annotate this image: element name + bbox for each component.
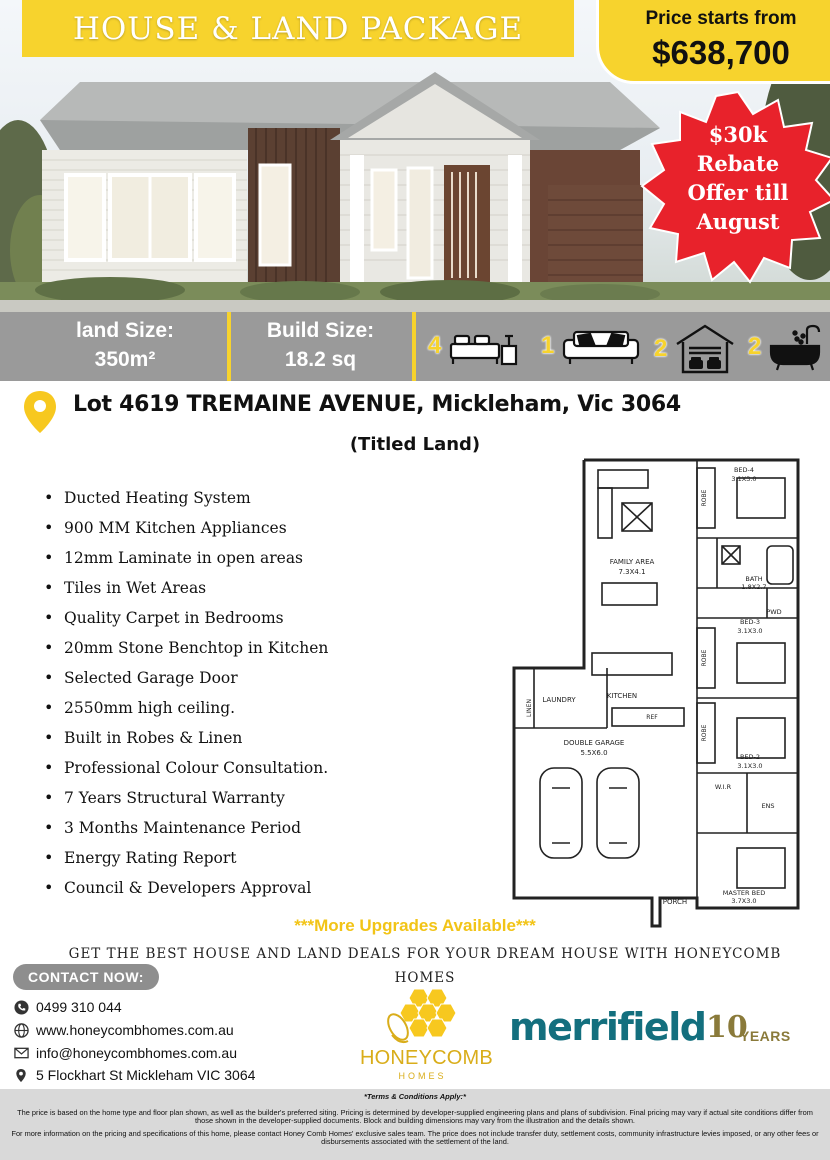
build-size (238, 316, 403, 374)
room-dim: 3.1X3.0 (731, 475, 757, 483)
merrifield-10: 10 (706, 1010, 748, 1045)
email-icon (13, 1045, 29, 1061)
contact-location[interactable] (13, 1067, 255, 1083)
room-dim: 5.5X6.0 (580, 749, 608, 757)
bedrooms-count: 4 (428, 332, 442, 359)
phone-number: 0499 310 044 (36, 999, 122, 1015)
list-item: • Tiles in Wet Areas (44, 573, 464, 603)
floor-plan (512, 458, 802, 928)
website-link: www.honeycombhomes.com.au (36, 1022, 234, 1038)
bathrooms-count: 2 (748, 333, 762, 360)
room-dim: 3.7X3.0 (731, 897, 757, 905)
rebate-badge (640, 90, 830, 286)
contact-email[interactable] (13, 1045, 237, 1061)
bathrooms-feature (748, 322, 827, 372)
room-dim: 3.1X3.0 (737, 762, 763, 770)
stats-band (0, 312, 830, 381)
terms-paragraph: For more information on the pricing and specifications of this home, please contact Honey Comb Homes' exclusive sales team. The price does not include transfer duty, settlement costs, community infrastructure levies imposed, or any other fees or disbursements associated with the settlement of the land. (11, 1129, 819, 1146)
honeycomb-logo-icon (352, 985, 492, 1085)
room-label: DOUBLE GARAGE (563, 739, 625, 747)
honeycomb-brand-sub: HOMES (398, 1071, 447, 1081)
list-item: • Quality Carpet in Bedrooms (44, 603, 464, 633)
room-label: REF (646, 714, 658, 721)
price-box (596, 0, 830, 84)
room-label: KITCHEN (606, 692, 638, 700)
tagline: GET THE BEST HOUSE AND LAND DEALS FOR YOUR DREAM HOUSE WITH HONEYCOMB HOMES (68, 946, 782, 986)
list-item: • Built in Robes & Linen (44, 723, 464, 753)
bathtub-icon (767, 322, 827, 372)
contact-phone[interactable] (13, 999, 122, 1015)
rebate-line-4: August (696, 209, 780, 234)
list-item: • 900 MM Kitchen Appliances (44, 513, 464, 543)
terms-footer (0, 1089, 830, 1160)
contact-heading: CONTACT NOW: (13, 964, 159, 990)
list-item: • Selected Garage Door (44, 663, 464, 693)
sofa-icon (560, 322, 644, 370)
price-value: $638,700 (652, 34, 790, 71)
build-size-label: Build Size: (266, 319, 375, 342)
titled-land-note: (Titled Land) (349, 434, 481, 455)
garage-icon (673, 322, 737, 376)
room-label: BATH (745, 575, 763, 583)
terms-paragraph: The price is based on the home type and floor plan shown, as well as the builder's preferred siting. Pricing is determined by developer-supplied engineering plans and plans of subdivision. Final pricing may vary if actual site conditions differ from those shown in the developer-supplied documents. Block and building dimensions may vary from the illustration and the details shown. (17, 1108, 813, 1125)
room-label: ENS (761, 802, 775, 810)
room-label: ROBE (701, 724, 708, 742)
room-label: ROBE (701, 649, 708, 667)
room-dim: 3.1X3.0 (737, 627, 763, 635)
rebate-text (640, 120, 830, 236)
price-label: Price starts from (645, 8, 797, 29)
room-dim: 1.8X2.7 (741, 583, 767, 591)
rebate-line-2: Rebate (696, 151, 780, 176)
room-dim: 7.3X4.1 (618, 568, 646, 576)
room-label: PORCH (662, 898, 688, 906)
house-photo (0, 0, 830, 312)
location-pin-icon (22, 389, 58, 439)
room-label: BED-3 (739, 618, 761, 626)
map-marker-icon (13, 1067, 29, 1083)
list-item: • 20mm Stone Benchtop in Kitchen (44, 633, 464, 663)
bed-icon (447, 322, 519, 370)
honeycomb-brand: HONEYCOMB (360, 1047, 493, 1069)
room-label: W.I.R (714, 783, 732, 791)
package-title-banner (22, 0, 574, 57)
room-label: LINEN (526, 699, 533, 717)
room-label: ROBE (701, 489, 708, 507)
bedrooms-feature (428, 322, 519, 370)
list-item: • Energy Rating Report (44, 843, 464, 873)
phone-icon (13, 999, 29, 1015)
garage-feature (654, 322, 737, 376)
rebate-line-1: $30k (708, 122, 768, 147)
list-item: • Professional Colour Consultation. (44, 753, 464, 783)
living-count: 1 (541, 332, 555, 359)
street-address: 5 Flockhart St Mickleham VIC 3064 (36, 1067, 256, 1083)
list-item: • 12mm Laminate in open areas (44, 543, 464, 573)
inclusions-list (44, 483, 464, 903)
room-label: PWD (766, 608, 782, 616)
land-size (45, 316, 205, 374)
garage-count: 2 (654, 335, 668, 362)
list-item: • Council & Developers Approval (44, 873, 464, 903)
stats-divider (227, 312, 231, 381)
list-item: • 3 Months Maintenance Period (44, 813, 464, 843)
property-address: Lot 4619 TREMAINE AVENUE, Mickleham, Vic 3064 (73, 392, 681, 417)
room-label: MASTER BED (722, 889, 766, 897)
build-size-value: 18.2 sq (284, 348, 357, 371)
email-address: info@honeycombhomes.com.au (36, 1045, 237, 1061)
merrifield-logo: merrifield (509, 1005, 706, 1049)
terms-heading: *Terms & Conditions Apply:* (364, 1092, 466, 1101)
rebate-line-3: Offer till (687, 180, 789, 205)
globe-icon (13, 1022, 29, 1038)
list-item: • 7 Years Structural Warranty (44, 783, 464, 813)
merrifield-years: YEARS (740, 1028, 791, 1044)
list-item: • Ducted Heating System (44, 483, 464, 513)
package-title: HOUSE & LAND PACKAGE (72, 10, 524, 47)
room-label: BED-2 (739, 753, 761, 761)
room-label: FAMILY AREA (609, 558, 655, 566)
room-label: LAUNDRY (542, 696, 576, 704)
list-item: • 2550mm high ceiling. (44, 693, 464, 723)
room-label: BED-4 (733, 466, 755, 474)
stats-divider (412, 312, 416, 381)
upgrades-note: ***More Upgrades Available*** (294, 916, 536, 935)
land-size-value: 350m² (94, 348, 156, 371)
living-feature (541, 322, 644, 370)
land-size-label: land Size: (75, 319, 175, 342)
contact-website[interactable] (13, 1022, 234, 1038)
